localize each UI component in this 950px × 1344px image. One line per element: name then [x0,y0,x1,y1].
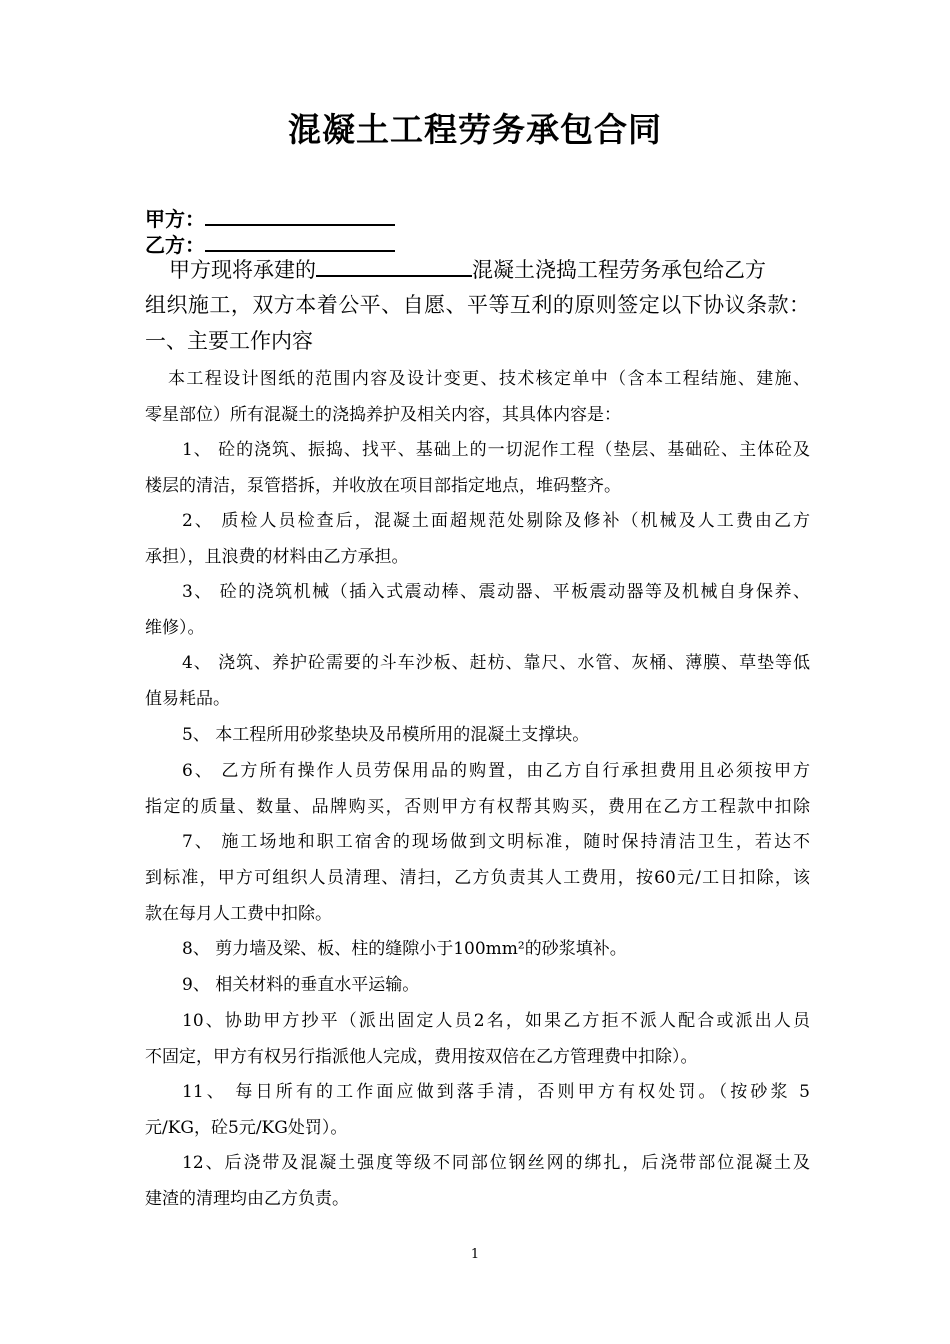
item-2-line-1: 2、 质检人员检查后，混凝土面超规范处剔除及修补（机械及人工费由乙方 [182,511,810,531]
item-12-line-1: 12、后浇带及混凝土强度等级不同部位钢丝网的绑扎，后浇带部位混凝土及 [182,1153,810,1173]
project-name-blank [316,255,472,277]
item-9: 9、 相关材料的垂直水平运输。 [182,975,420,995]
page-number: 1 [470,1247,480,1262]
item-8: 8、 剪力墙及梁、板、柱的缝隙小于100mm²的砂浆填补。 [182,939,627,959]
item-2-line-2: 承担），且浪费的材料由乙方承担。 [145,547,409,567]
item-1-line-2: 楼层的清洁，泵管搭拆，并收放在项目部指定地点，堆码整齐。 [145,476,621,496]
item-6-line-2: 指定的质量、数量、品牌购买，否则甲方有权帮其购买，费用在乙方工程款中扣除 [145,797,810,817]
intro-line-2: 组织施工，双方本着公平、自愿、平等互利的原则签定以下协议条款： [145,293,810,317]
item-6-line-1: 6、 乙方所有操作人员劳保用品的购置，由乙方自行承担费用且必须按甲方 [182,761,810,781]
party-a-label: 甲方： [145,207,205,231]
party-a-blank [205,206,395,226]
item-7-line-1: 7、 施工场地和职工宿舍的现场做到文明标准，随时保持清洁卫生，若达不 [182,832,810,852]
party-b-label: 乙方： [145,233,205,257]
item-11-line-1: 11、 每日所有的工作面应做到落手清，否则甲方有权处罚。（按砂浆 5 [182,1082,810,1102]
item-11-line-2: 元/KG，砼5元/KG处罚）。 [145,1118,348,1138]
document-title: 混凝土工程劳务承包合同 [288,110,662,149]
item-3-line-2: 维修）。 [145,618,205,638]
item-7-line-2: 到标准，甲方可组织人员清理、清扫，乙方负责其人工费用，按60元/工日扣除，该 [145,868,810,888]
scope-line-2: 零星部位）所有混凝土的浇捣养护及相关内容，其具体内容是： [145,405,621,425]
item-1-line-1: 1、 砼的浇筑、振捣、找平、基础上的一切泥作工程（垫层、基础砼、主体砼及 [182,440,810,460]
item-7-line-3: 款在每月人工费中扣除。 [145,904,332,924]
item-10-line-1: 10、协助甲方抄平（派出固定人员2名，如果乙方拒不派人配合或派出人员 [182,1011,810,1031]
section-heading: 一、主要工作内容 [145,329,313,353]
intro-line-1: 甲方现将承建的 混凝土浇捣工程劳务承包给乙方 [145,255,810,284]
party-b-blank [205,232,395,252]
item-4-line-2: 值易耗品。 [145,689,230,709]
item-3-line-1: 3、 砼的浇筑机械（插入式震动棒、震动器、平板震动器等及机械自身保养、 [182,582,810,602]
item-10-line-2: 不固定，甲方有权另行指派他人完成，费用按双倍在乙方管理费中扣除）。 [145,1047,698,1067]
item-4-line-1: 4、 浇筑、养护砼需要的斗车沙板、赶枋、靠尺、水管、灰桶、薄膜、草垫等低 [182,653,810,673]
scope-line-1: 本工程设计图纸的范围内容及设计变更、技术核定单中（含本工程结施、建施、 [168,369,810,389]
item-12-line-2: 建渣的清理均由乙方负责。 [145,1189,349,1209]
party-a-line [145,206,395,232]
item-5: 5、 本工程所用砂浆垫块及吊模所用的混凝土支撑块。 [182,725,590,745]
